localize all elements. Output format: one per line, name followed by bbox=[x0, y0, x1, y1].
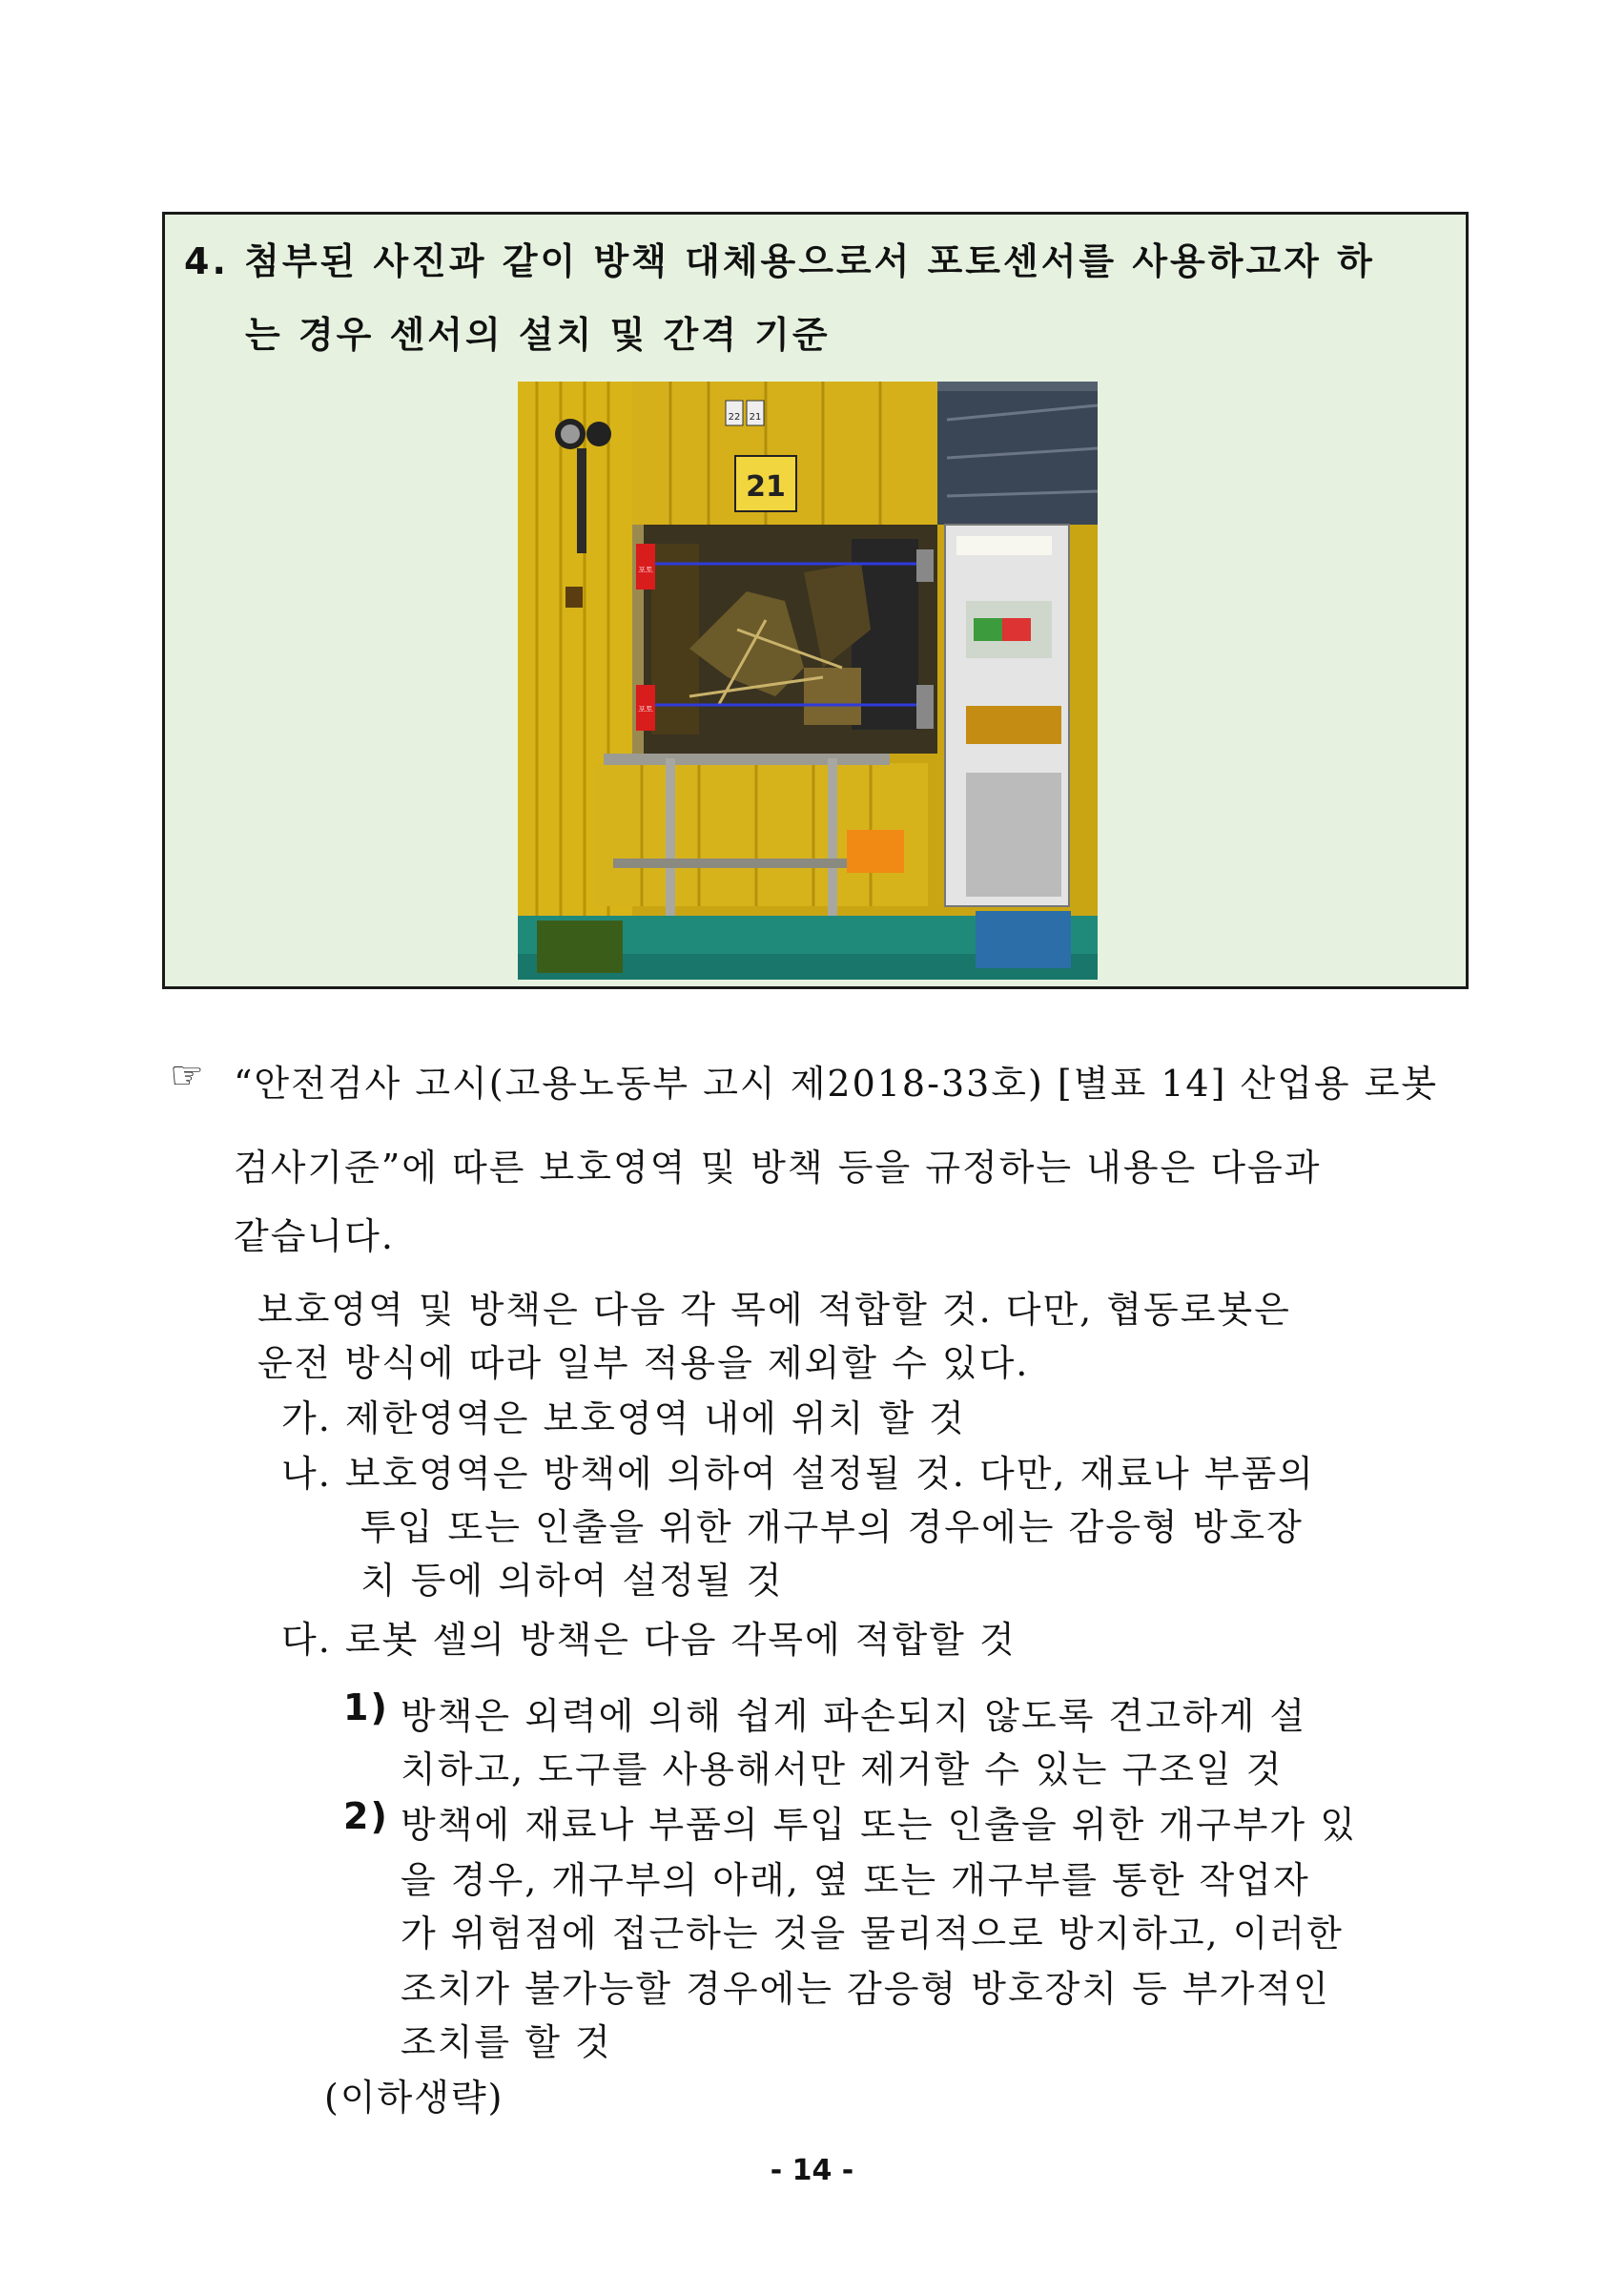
answer-intro-line-1: “안전검사 고시(고용노동부 고시 제2018-33호) [별표 14] 산업용 로봇 bbox=[234, 1063, 1439, 1105]
sub-item-2-number: 2) bbox=[343, 1795, 389, 1837]
sub-item-2-line-3: 가 위험점에 접근하는 것을 물리적으로 방지하고, 이러한 bbox=[401, 1913, 1344, 1955]
page-number: - 14 - bbox=[770, 2154, 854, 2187]
sub-item-2-line-2: 을 경우, 개구부의 아래, 옆 또는 개구부를 통한 작업자 bbox=[401, 1859, 1310, 1901]
sub-item-1-line-1: 방책은 외력에 의해 쉽게 파손되지 않도록 견고하게 설 bbox=[401, 1695, 1307, 1737]
question-box bbox=[162, 212, 1469, 989]
body-line-2: 운전 방식에 따라 일부 적용을 제외할 수 있다. bbox=[257, 1342, 1030, 1384]
sub-item-1-line-2: 치하고, 도구를 사용해서만 제거할 수 있는 구조일 것 bbox=[401, 1748, 1284, 1790]
item-na-line-3: 치 등에 의하여 설정될 것 bbox=[360, 1560, 784, 1602]
pointer-hand-icon: ☞ bbox=[170, 1054, 206, 1098]
question-line-2: 는 경우 센서의 설치 및 간격 기준 bbox=[245, 314, 831, 356]
sensor-label-top: 포토 bbox=[638, 566, 653, 574]
item-na-line-1: 나. 보호영역은 방책에 의하여 설정될 것. 다만, 재료나 부품의 bbox=[281, 1453, 1315, 1495]
item-ga: 가. 제한영역은 보호영역 내에 위치 할 것 bbox=[281, 1397, 966, 1439]
item-da: 다. 로봇 셀의 방책은 다음 각목에 적합할 것 bbox=[281, 1619, 1017, 1661]
sub-item-2-line-4: 조치가 불가능할 경우에는 감응형 방호장치 등 부가적인 bbox=[401, 1968, 1330, 2010]
omitted-note: (이하생략) bbox=[324, 2077, 504, 2119]
question-line-1: 4. 첨부된 사진과 같이 방책 대체용으로서 포토센서를 사용하고자 하 bbox=[184, 240, 1375, 282]
sub-item-2-line-1: 방책에 재료나 부품의 투입 또는 인출을 위한 개구부가 있 bbox=[401, 1804, 1357, 1846]
sub-item-1-number: 1) bbox=[343, 1686, 389, 1728]
robot-cell-photo bbox=[518, 382, 1098, 980]
small-sign-2: 21 bbox=[749, 412, 762, 423]
item-na-line-2: 투입 또는 인출을 위한 개구부의 경우에는 감응형 방호장 bbox=[360, 1506, 1304, 1548]
cell-number-sign: 21 bbox=[746, 470, 786, 504]
small-sign-1: 22 bbox=[728, 412, 741, 423]
answer-intro-line-3: 같습니다. bbox=[234, 1215, 395, 1257]
sub-item-2-line-5: 조치를 할 것 bbox=[401, 2021, 612, 2063]
sensor-label-bottom: 포토 bbox=[638, 705, 653, 714]
body-line-1: 보호영역 및 방책은 다음 각 목에 적합할 것. 다만, 협동로봇은 bbox=[257, 1289, 1291, 1331]
answer-intro-line-2: 검사기준”에 따른 보호영역 및 방책 등을 규정하는 내용은 다음과 bbox=[234, 1147, 1322, 1189]
